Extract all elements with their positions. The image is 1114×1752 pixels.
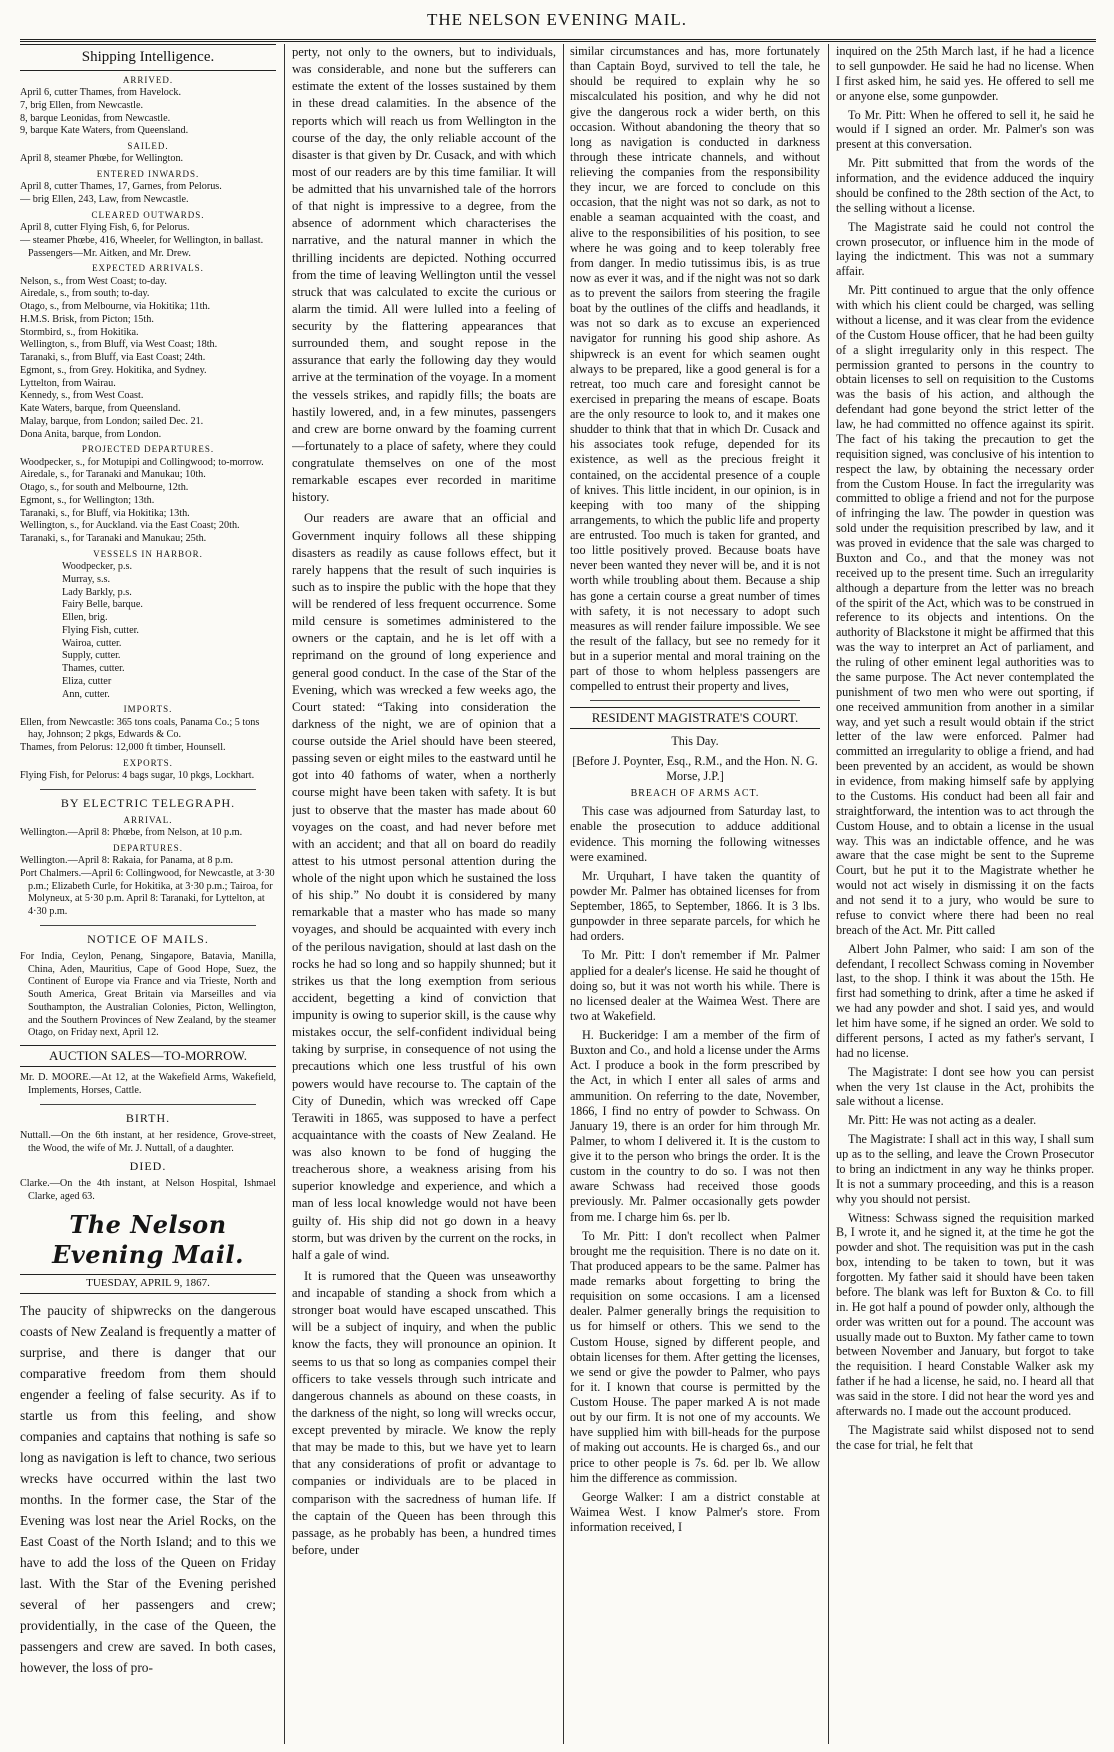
birth-heading: BIRTH. (125, 1110, 171, 1125)
departures-entry: Taranaki, s., for Taranaki and Manukau; 25th. (20, 533, 207, 544)
harbor-list (20, 561, 276, 701)
issue-date: TUESDAY, APRIL 9, 1867. (20, 1274, 276, 1294)
court-paragraph: The Magistrate said whilst disposed not to send the case for trial, he felt that (836, 1422, 1094, 1452)
divider (40, 1104, 256, 1105)
column-3 (570, 44, 820, 1744)
entered-entry: April 8, cutter Thames, 17, Garnes, from Pelorus. (20, 181, 222, 193)
arrived-entry: 9, barque Kate Waters, from Queensland. (20, 125, 189, 137)
harbor-entry: Ann, cutter. (62, 688, 110, 700)
departures-list (20, 457, 276, 546)
court-day: This Day. (671, 734, 719, 749)
court-paragraph: This case was adjourned from Saturday last, to enable the prosecution to adduce additional evidence. This morning the following witnesses were examined. (570, 804, 820, 864)
sailed-heading: SAILED. (127, 141, 169, 151)
telegraph-heading: BY ELECTRIC TELEGRAPH. (60, 795, 236, 810)
masthead-rule (20, 39, 1096, 42)
expected-list (20, 276, 276, 442)
cleared-list (20, 222, 276, 260)
telegraph-arrival-heading: ARRIVAL. (123, 814, 173, 825)
auction-heading: AUCTION SALES—TO-MORROW. (20, 1045, 276, 1067)
entered-entry: — brig Ellen, 243, Law, from Newcastle. (20, 194, 189, 205)
court-paragraph: Mr. Pitt submitted that from the words of the information, and the evidence adduced the inquiry should be confined to the 28th section of the Act, to the selling without a license. (836, 156, 1094, 215)
harbor-entry: Flying Fish, cutter. (62, 624, 139, 636)
cleared-entry: — steamer Phœbe, 416, Wheeler, for Wellington, in ballast. Passengers—Mr. Aitken, and Mr. Drew. (20, 234, 264, 259)
column-4 (836, 44, 1094, 1744)
expected-entry: Egmont, s., from Grey. Hokitika, and Sydney. (20, 364, 207, 376)
expected-entry: H.M.S. Brisk, from Picton; 15th. (20, 313, 154, 325)
expected-entry: Taranaki, s., from Bluff, via East Coast; 24th. (20, 352, 206, 363)
divider (40, 789, 256, 790)
harbor-entry: Eliza, cutter (62, 675, 112, 687)
editorial-paragraph: similar circumstances and has, more fortunately than Captain Boyd, survived to tell the tale, he should be required to explain why he so miscalculated his position, and why he did not give the dangerous rock a wider berth, on this occasion. Without abandoning the theory that so long as navigation is conducted in darkness through these intricate channels, and without relieving the companies from the responsibility they incur, we are forced to conclude on this occasion, that the night was not so dark, as not to enable a seaman acquainted with the coast, and alive to the responsibilities of his position, to see where he was going and to keep tolerably free from danger. In medio tutissimus ibis, is as true now as ever it was, and if the night was not so dark as to prevent the sailors from steering the fragile boat by the outlines of the cliffs and headlands, it was not so dark as to excuse an experienced navigator for running his good ship ashore. As shipwreck is an event for which seamen ought always to be prepared, like a good general is for a retreat, too much care and foresight cannot be exercised in preparing the means of escape. Boats are the only resource to look to, and it makes one shudder to think that that in which Dr. Cusack and his associates took refuge, depended for its existence, as well as the precious freight it contained, on the accidental presence of a couple of knives. This little incident, in our opinion, is in keeping with too many of the shipping arrangements, to which the public life and property are entrusted. Too much is taken for granted, and too little positively proved. Because boats have never been wanted they never will be, and it is not worth while troubling about them. Because a ship has gone a certain course a great number of times with safety, it is not necessary to adopt such measures as will render failure impossible. We see the result of the fallacy, but see no remedy for it but in a superior mental and moral training on the part of those to whom helpless passengers are compelled to entrust their property and lives, (570, 44, 820, 694)
arrived-entry: April 6, cutter Thames, from Havelock. (20, 87, 182, 98)
imports-entry: Ellen, from Newcastle: 365 tons coals, Panama Co.; 5 tons hay, Johnson; 2 pkgs, Edwards & Co. (20, 716, 260, 741)
expected-entry: Lyttelton, from Wairau. (20, 377, 116, 389)
exports-heading: EXPORTS. (123, 757, 173, 768)
column-rule (284, 44, 285, 1744)
court-paragraph: Mr. Pitt continued to argue that the only offence with which his client could be charged, was selling without a license, and it was clear from the evidence of the Custom House officer, that he had been guilty of a slight irregularity only in this respect. The permission granted to persons in the country to obtain licenses to sell on requisition to the Customs was the basis of his action, and although the defendant had gone beyond the strict letter of the law, he had committed no offence against its spirit. The fact of his taking the precaution to get the requisition signed, was conclusive of his intention to respect the law, by obtaining the necessary order from the Custom House. In fact the irregularity was committed to oblige a friend and not for the purpose of infringing the law. The powder in question was sold under the requisition prescribed by law, and it was proved in evidence that the sale was charged to Buxton and Co., and that the money was not received up to the present time. Such an irregularity although a departure from the letter was no breach of the spirit of the Act, which was to be construed in reference to its objects and intentions. On the authority of Blackstone it might be affirmed that this was the way to interpret an Act of parliament, and the ruling of other eminent legal authorities was to the same purpose. The Act never contemplated the punishment of two men who were out sporting, if one received ammunition from another in a similar way, and yet such a result would obtain if the strict letter of the law were enforced. Palmer had committed an irregularity to oblige a friend, and had been prevented by an accident, as would be shown in evidence, from making himself safe by applying to the Customs. His conduct had been all fair and straightforward, the intention was to act through the Custom House, and to obtain a license in the usual way. This was an indictable offence, and he was aware that the case might be sent to the Supreme Court, but he put it to the Magistrate whether he would not act wisely in dismissing it on the facts and not send it to a jury, who would be sure to refuse to convict where there had been no real breach of the Act. Mr. Pitt called (836, 283, 1094, 937)
died-heading: DIED. (129, 1159, 167, 1174)
editorial-paragraph: perty, not only to the owners, but to individuals, was considerable, and none but the sufferers can estimate the extent of the losses sustained by them in these dread calamities. In the absence of the reports which will reach us from Wellington in the course of the day, the only reliable account of the disaster is that given by Dr. Cusack, and with which most of our readers are by this time familiar. It will be admitted that his unvarnished tale of the horrors of that night is impressive to a degree, from the absence of adornment which characterises the narrative, and the natural manner in which the thrilling incidents are depicted. Nothing occurred from the time of leaving Wellington until the vessel struck that was calculated to excite the curious or alarm the timid. All were lulled into a feeling of security by the flattering appearances that surrounded them, and sought repose in the assurance that early the following day they would arrive at the termination of the voyage. In a moment the vessels strikes, and rapidly fills; the boats are hastily lowered, and, in a few minutes, passengers and crew are borne onward by the foaming current—fortunately to a place of safety, where they could congratulate themselves on one of the most remarkable escapes ever recorded in maritime history. (292, 45, 556, 505)
harbor-entry: Supply, cutter. (62, 650, 121, 662)
expected-entry: Stormbird, s., from Hokitika. (20, 326, 139, 338)
court-before: [Before J. Poynter, Esq., R.M., and the Hon. N. G. Morse, J.P.] (572, 753, 818, 783)
court-paragraph: To Mr. Pitt: I don't remember if Mr. Palmer applied for a dealer's license. He said he thought of doing so, but it was not worth his while. There is no licensed dealer at the Waimea West. There are two at Wakefield. (570, 948, 820, 1023)
editorial-paragraph: It is rumored that the Queen was unseaworthy and incapable of standing a shock from which a stronger boat would have escaped unscathed. This will be a subject of inquiry, and when the public know the facts, they will pronounce an opinion. It seems to us that so long as companies compel their officers to take vessels through such intricate and dangerous channels as abound on these coasts, in the darkness of the night, so long will wrecks occur, except prevented by miracle. We know the reply that may be made to this, but we have yet to learn that any considerations of profit or advantage to companies or individuals are to be placed in comparison with the sacredness of human life. If the captain of the Queen has been through this passage, as he probably has been, a hundred times before, under (292, 1268, 556, 1557)
exports-list (20, 770, 276, 783)
court-case-title: BREACH OF ARMS ACT. (630, 787, 760, 799)
court-paragraph: H. Buckeridge: I am a member of the firm of Buxton and Co., and hold a license under the Arms Act. I produce a book in the form prescribed by the Act, in which I enter all sales of arms and ammunition. On referring to the date, November, 1866, I find no entry of powder to Schwass. On January 19, there is an order for him through Mr. Palmer, to whom I delivered it. It is the custom to give it to the person who brings the order. It is the custom in the country to do so. I was not then aware Schwass had received those goods previously. Mr. Palmer occasionally gets powder from me. I charge him 6s. per lb. (570, 1028, 820, 1224)
died-notice: Clarke.—On the 4th instant, at Nelson Hospital, Ishmael Clarke, aged 63. (20, 1178, 276, 1202)
expected-entry: Kennedy, s., from West Coast. (20, 390, 144, 402)
imports-heading: IMPORTS. (123, 704, 173, 715)
court-paragraph: George Walker: I am a district constable at Waimea West. I know Palmer's store. From information received, I (570, 1489, 820, 1534)
departures-entry: Taranaki, s., for Bluff, via Hokitika; 13th. (20, 507, 190, 519)
departures-entry: Woodpecker, s., for Motupipi and Collingwood; to-morrow. (20, 456, 264, 468)
harbor-entry: Murray, s.s. (62, 573, 111, 585)
arrived-entry: 8, barque Leonidas, from Newcastle. (20, 112, 171, 124)
harbor-heading: VESSELS IN HARBOR. (93, 548, 203, 559)
birth-notice: Nuttall.—On the 6th instant, at her residence, Grove-street, the Wood, the wife of Mr. J. Nuttall, of a daughter. (20, 1129, 276, 1154)
expected-entry: Dona Anita, barque, from London. (20, 428, 162, 440)
departures-entry: Wellington, s., for Auckland. via the East Coast; 20th. (20, 520, 240, 532)
imports-entry: Thames, from Pelorus: 12,000 ft timber, Hounsell. (20, 742, 226, 753)
expected-entry: Wellington, s., from Bluff, via West Coast; 18th. (20, 339, 218, 351)
sailed-entry: April 8, steamer Phœbe, for Wellington. (20, 153, 184, 165)
paper-title: The Nelson Evening Mail. (52, 1209, 244, 1269)
expected-entry: Otago, s., from Melbourne, via Hokitika; 11th. (20, 301, 211, 312)
arrived-entry: 7, brig Ellen, from Newcastle. (20, 99, 144, 111)
masthead: THE NELSON EVENING MAIL. (426, 10, 688, 29)
harbor-entry: Thames, cutter. (62, 663, 125, 674)
entered-heading: ENTERED INWARDS. (96, 169, 200, 179)
expected-entry: Malay, barque, from London; sailed Dec. 21. (20, 415, 204, 427)
harbor-entry: Wairoa, cutter. (62, 637, 122, 649)
mails-heading: NOTICE OF MAILS. (87, 931, 209, 946)
expected-entry: Kate Waters, barque, from Queensland. (20, 403, 181, 414)
telegraph-arrival-list (20, 827, 276, 840)
harbor-entry: Ellen, brig. (62, 612, 108, 623)
court-paragraph: Albert John Palmer, who said: I am son of the defendant, I recollect Schwass coming in November last, to the shop. I think it was about the 15th. He first had something to drink, after a time he asked if we had any powder and shot. I said yes, and would let him have some, if he signed an order. We sold to different persons, I acted as my father's servant, I had no license. (836, 941, 1094, 1060)
departures-entry: Otago, s., for south and Melbourne, 12th. (20, 482, 189, 493)
court-heading: RESIDENT MAGISTRATE'S COURT. (570, 707, 820, 729)
court-paragraph: Mr. Pitt: He was not acting as a dealer. (848, 1113, 1037, 1128)
arrived-heading: ARRIVED. (122, 74, 174, 85)
column-1 (20, 44, 276, 1744)
divider (590, 700, 800, 701)
auction-notice: Mr. D. MOORE.—At 12, at the Wakefield Arms, Wakefield, Implements, Horses, Cattle. (20, 1072, 276, 1096)
court-paragraph: Mr. Urquhart, I have taken the quantity of powder Mr. Palmer has obtained licenses for from September, 1865, to September, 1866. It is 3 lbs. gunpowder in three separate parcels, for which he had orders. (570, 868, 820, 944)
editorial-lead: The paucity of shipwrecks on the dangerous coasts of New Zealand is frequently a matter of surprise, and there is danger that our comparative freedom from them should engender a feeling of false security. As if to startle us from this feeling, and show companies and captains that nothing is safe so long as navigation is left to chance, two serious wrecks have occurred within the last two months. In the former case, the Star of the Evening was lost near the Ariel Rocks, on the East Coast of the North Island; and to this we have to add the loss of the Queen on Friday last. With the Star of the Evening perished several of her passengers and crew; providentially, in the case of the Queen, the passengers and crew are saved. In both cases, however, the loss of pro- (20, 1302, 276, 1676)
entered-list (20, 181, 276, 207)
column-2 (292, 44, 556, 1744)
sailed-list (20, 153, 276, 166)
imports-list (20, 717, 276, 755)
court-paragraph: The Magistrate said he could not control the crown prosecutor, or influence him in the mode of laying the indictment. This was not a summary affair. (836, 219, 1094, 279)
departures-entry: Airedale, s., for Taranaki and Manukau; 10th. (20, 469, 206, 481)
mails-notice: For India, Ceylon, Penang, Singapore, Batavia, Manilla, China, Aden, Mauritius, Cape of Good Hope, Suez, the Continent of Europe via France and via Trieste, North and South America, Great Britain via Marseilles and via Southampton, the Australian Colonies, Picton, Wellington, and the Southern Provinces of New Zealand, by the steamer Otago, on Friday next, April 12. (20, 950, 276, 1039)
column-rule (563, 44, 564, 1744)
editorial-paragraph: Our readers are aware that an official and Government inquiry follows all these shipping disasters as readily as cause follows effect, but it rarely happens that the result of such inquiries is such as to inspire the public with the hope that they will be rendered of less frequent occurrence. Some mild censure is sometimes administered to the owners or the captain, and he is let off with a reprimand on the ground of long experience and general good conduct. In the case of the Star of the Evening, which was wrecked a few weeks ago, the Court stated: “Taking into consideration the darkness of the night, we are of opinion that a course outside the Ariel should have been steered, passing seven or eight miles to the eastward until he got into 40 fathoms of water, when a northerly course might have been taken with safety. It is but just to observe that the master has made about 60 voyages on the coast, and had never before met with an accident; and that all on board do readily attest to his utmost personal attention during the whole of the night upon which he sustained the loss of his ship.” No doubt it is considered by many remarkable that a master who has made so many voyages, and should be acquainted with every inch of the perilous navigation, should at last dash on the rocks he had so long and so happily shunned; but it strikes us that the long exemption from serious accident, begetting a kind of conviction that impunity is owing to superior skill, is the cause why mistakes occur, the self-confident individual being taking by surprise, in consequence of not using the precautions which one less trustful of his own powers would have recourse to. The captain of the City of Dunedin, which was wrecked off Cape Terawiti in 1865, was supposed to have a perfect acquaintance with the coasts of New Zealand. He was also known to be fond of hugging the treacherous shore, a weakness arising from his superior knowledge and experience, and which a man of less local knowledge would not have been guilty of. His ship did not go down in a heavy storm, but was driven by the current on the rocks, in half a gale of wind. (292, 511, 556, 1262)
court-paragraph: inquired on the 25th March last, if he had a licence to sell gunpowder. He said he had no license. When I first asked him, he said yes. He offered to sell me or anyone else, some gunpowder. (836, 44, 1094, 103)
court-paragraph: To Mr. Pitt: I don't recollect when Palmer brought me the requisition. There is no date on it. That produced appears to be the same. Palmer has made remarks about forgetting to bring the requisition on some occasions. I am a licensed dealer. Palmer generally brings the requisition to us for himself or others. This we send to the Custom House, signed by different people, and obtain licenses for them. After getting the licenses, we send or give the powder to Palmer, who pays for it. I known that course is permitted by the Custom House. The paper marked A is not made out by our firm. It is not one of my accounts. We have supplied him with bill-heads for the purpose of making out accounts. He is charged 6s., and our price to other people is 7s. 6d. per lb. We allow him the difference as commission. (570, 1228, 820, 1485)
court-paragraph: To Mr. Pitt: When he offered to sell it, he said he would if I signed an order. Mr. Palmer's son was present at this conversation. (836, 107, 1094, 152)
court-paragraph: Witness: Schwass signed the requisition marked B, I wrote it, and he signed it, at the time he got the powder and shot. The requisition was put in the cash box, intending to be taken to town, but it was forgotten. My father said it should have been taken before. The blank was left for Buxton & Co. to fill in. He got half a pound of powder only, although the order was written out for a pound. The account was usually made out to Buxton. My father came to town between November and January, but forgot to take the requisition. I heard Constable Walker ask my father if he had a license, he said, no. I heard all that was said in the store. I did not hear the word yes and afterwards no. I made out the account produced. (836, 1210, 1094, 1418)
departures-heading: PROJECTED DEPARTURES. (81, 444, 215, 455)
expected-heading: EXPECTED ARRIVALS. (92, 263, 204, 274)
departures-entry: Egmont, s., for Wellington; 13th. (20, 494, 155, 506)
divider (40, 925, 256, 926)
telegraph-departures-heading: DEPARTURES. (113, 842, 183, 853)
arrived-list (20, 87, 276, 138)
telegraph-departures-list (20, 855, 276, 919)
shipping-intelligence-title: Shipping Intelligence. (20, 44, 276, 71)
expected-entry: Airedale, s., from south; to-day. (20, 288, 150, 300)
cleared-heading: CLEARED OUTWARDS. (91, 209, 205, 220)
tele-dep-entry: Wellington.—April 8: Rakaia, for Panama, at 8 p.m. (20, 855, 234, 866)
harbor-entry: Lady Barkly, p.s. (62, 586, 132, 598)
harbor-entry: Fairy Belle, barque. (62, 599, 143, 611)
harbor-entry: Woodpecker, p.s. (62, 561, 133, 572)
tele-arrival-entry: Wellington.—April 8: Phœbe, from Nelson, at 10 p.m. (20, 827, 243, 838)
court-paragraph: The Magistrate: I shall act in this way, I shall sum up as to the selling, and leave the Crown Prosecutor to bring an indictment in any way he thinks proper. It is not a summary proceeding, and this is a reason why you should not persist. (836, 1132, 1094, 1206)
expected-entry: Nelson, s., from West Coast; to-day. (20, 275, 167, 287)
column-rule (828, 44, 829, 1744)
exports-entry: Flying Fish, for Pelorus: 4 bags sugar, 10 pkgs, Lockhart. (20, 770, 255, 781)
court-paragraph: The Magistrate: I dont see how you can persist when the very 1st clause in the Act, prohibits the sale without a license. (836, 1064, 1094, 1109)
cleared-entry: April 8, cutter Flying Fish, 6, for Pelorus. (20, 222, 190, 233)
tele-dep-entry: Port Chalmers.—April 6: Collingwood, for Newcastle, at 3·30 p.m.; Elizabeth Curle, for Hokitika, at 3·30 p.m.; Tairoa, for Molyneux, at 5·30 p.m. April 8: Taranaki, for Lyttelton, at 4·30 p.m. (20, 867, 275, 917)
